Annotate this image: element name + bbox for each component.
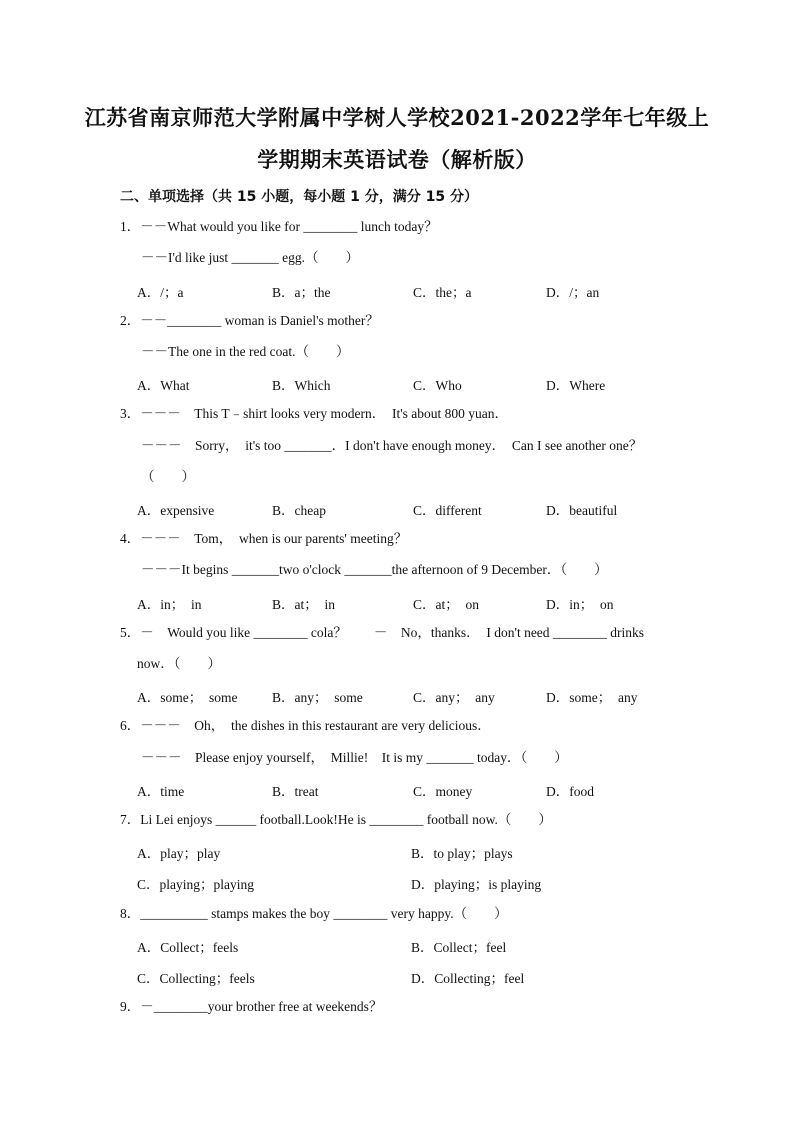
question-3-option-c: C．different bbox=[413, 503, 482, 518]
question-7-prompt: 7．Li Lei enjoys ______ football.Look!He is ________ football now.（ ） bbox=[120, 812, 552, 827]
question-4-option-a: A．in； in bbox=[137, 597, 202, 612]
question-1-option-d: D．/；an bbox=[546, 285, 600, 300]
question-6-option-b: B．treat bbox=[272, 784, 319, 799]
question-1-response: －－I'd like just _______ egg.（ ） bbox=[141, 250, 360, 265]
exam-title-line-1: 江苏省南京师范大学附属中学树人学校2021-2022学年七年级上 bbox=[84, 105, 710, 130]
question-1-option-b: B．a；the bbox=[272, 285, 331, 300]
section-heading: 二、单项选择（共 15 小题，每小题 1 分，满分 15 分） bbox=[120, 189, 478, 205]
question-5-prompt: 5．－ Would you like ________ cola？ － No，thanks． I don't need ________ drinks bbox=[120, 625, 645, 640]
question-7-option-d: D．playing；is playing bbox=[411, 877, 542, 892]
question-6-option-c: C．money bbox=[413, 784, 473, 799]
question-2-option-b: B．Which bbox=[272, 378, 331, 393]
question-2-option-a: A．What bbox=[137, 378, 190, 393]
question-7-option-a: A．play；play bbox=[137, 846, 221, 861]
exam-title-line-2: 学期期末英语试卷（解析版） bbox=[257, 147, 537, 172]
question-1-option-a: A．/；a bbox=[137, 285, 184, 300]
question-9-prompt: 9．－________your brother free at weekends？ bbox=[120, 999, 383, 1014]
question-8-option-a: A．Collect；feels bbox=[137, 940, 239, 955]
question-2-option-c: C．Who bbox=[413, 378, 462, 393]
question-4-option-c: C．at； on bbox=[413, 597, 479, 612]
question-8-option-c: C．Collecting；feels bbox=[137, 971, 255, 986]
question-1-option-c: C．the；a bbox=[413, 285, 472, 300]
question-4-option-b: B．at； in bbox=[272, 597, 335, 612]
question-2-option-d: D．Where bbox=[546, 378, 606, 393]
question-3-option-a: A．expensive bbox=[137, 503, 215, 518]
question-3-response: －－－ Sorry， it's too _______．I don't have enough money． Can I see another one？ bbox=[141, 438, 643, 453]
question-4-prompt: 4．－－－ Tom， when is our parents' meeting？ bbox=[120, 531, 408, 546]
question-6-prompt: 6．－－－ Oh， the dishes in this restaurant are very delicious． bbox=[120, 718, 491, 733]
question-8-option-d: D．Collecting；feel bbox=[411, 971, 525, 986]
question-4-response: －－－It begins _______two o'clock _______the afternoon of 9 December．（ ） bbox=[141, 562, 608, 577]
question-4-option-d: D．in； on bbox=[546, 597, 614, 612]
question-7-option-b: B．to play；plays bbox=[411, 846, 513, 861]
question-6-option-a: A．time bbox=[137, 784, 185, 799]
question-3-option-b: B．cheap bbox=[272, 503, 326, 518]
question-5-option-b: B．any； some bbox=[272, 690, 363, 705]
question-5-option-a: A．some； some bbox=[137, 690, 238, 705]
question-5-option-c: C．any； any bbox=[413, 690, 495, 705]
question-1-prompt: 1．－－What would you like for ________ lunch today？ bbox=[120, 219, 438, 234]
question-7-option-c: C．playing；playing bbox=[137, 877, 254, 892]
question-5-option-d: D．some； any bbox=[546, 690, 638, 705]
question-2-prompt: 2．－－________ woman is Daniel's mother？ bbox=[120, 313, 379, 328]
question-6-response: －－－ Please enjoy yourself， Millie! It is my _______ today．（ ） bbox=[141, 750, 568, 765]
question-8-option-b: B．Collect；feel bbox=[411, 940, 507, 955]
question-2-response: －－The one in the red coat.（ ） bbox=[141, 344, 350, 359]
question-3-option-d: D．beautiful bbox=[546, 503, 618, 518]
question-3-answer-blank: （ ） bbox=[141, 469, 195, 484]
question-5-prompt-continued: now．（ ） bbox=[137, 656, 221, 671]
question-3-prompt: 3．－－－ This T﹣shirt looks very modern． It's about 800 yuan． bbox=[120, 406, 509, 421]
question-6-option-d: D．food bbox=[546, 784, 594, 799]
question-8-prompt: 8．__________ stamps makes the boy ________ very happy.（ ） bbox=[120, 906, 508, 921]
